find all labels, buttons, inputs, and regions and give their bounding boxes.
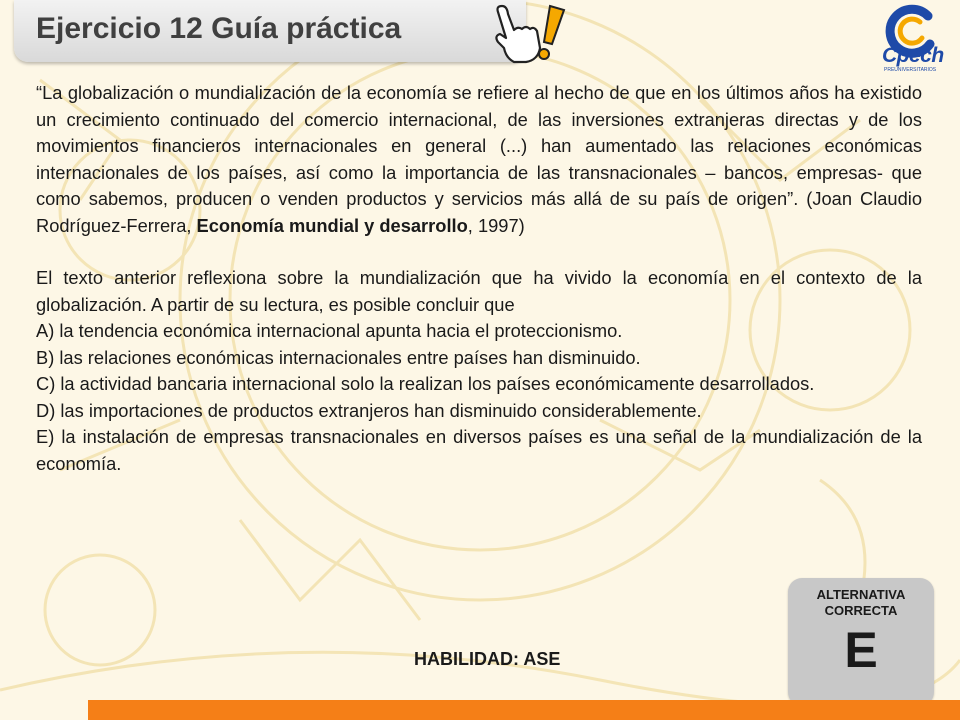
skill-label: HABILIDAD: ASE <box>414 649 561 669</box>
answer-label: ALTERNATIVA CORRECTA <box>816 587 906 618</box>
logo-subtext: PREUNIVERSITARIOS <box>884 67 937 73</box>
option-d: D) las importaciones de productos extranjeros han disminuido considerablemente. <box>36 399 702 421</box>
quote-citation-end: , 1997) <box>467 214 525 236</box>
logo-text: Cpech <box>882 44 944 67</box>
exercise-content <box>36 80 922 477</box>
footer-accent-bar <box>88 700 960 720</box>
answer-letter: E <box>844 622 878 678</box>
option-a: A) la tendencia económica internacional apunta hacia el proteccionismo. <box>36 320 623 341</box>
correct-answer-box <box>788 578 934 706</box>
page-title: Ejercicio 12 Guía práctica <box>36 12 402 45</box>
book-title: Economía mundial y desarrollo <box>196 214 468 236</box>
pointing-hand-exclamation-icon <box>488 2 568 66</box>
option-e: E) la instalación de empresas transnacionales en diversos países es una señal de la mundialización de la economía. <box>36 426 922 474</box>
quote-paragraph <box>36 80 922 239</box>
option-c: C) la actividad bancaria internacional solo la realizan los países económicamente desarrollados. <box>36 373 815 394</box>
quote-text: “La globalización o mundialización de la economía se refiere al hecho de que en los últimos años ha existido un crecimiento continuado del comercio internacional, de las inversiones extranjeras directas y de los movimientos financieros internacionales en general (...) han aumentado las relaciones económicas internacionales de los países, así como la importancia de las transnacionales – bancos, empresas- que como sabemos, producen o venden productos y servicios más allá de su país de origen”. (Joan Claudio Rodríguez-Ferrera, <box>36 82 922 236</box>
option-b: B) las relaciones económicas internacionales entre países han disminuido. <box>36 346 641 368</box>
question-stem: El texto anterior reflexiona sobre la mundialización que ha vivido la economía en el contexto de la globalización. A partir de su lectura, es posible concluir que <box>36 267 922 315</box>
